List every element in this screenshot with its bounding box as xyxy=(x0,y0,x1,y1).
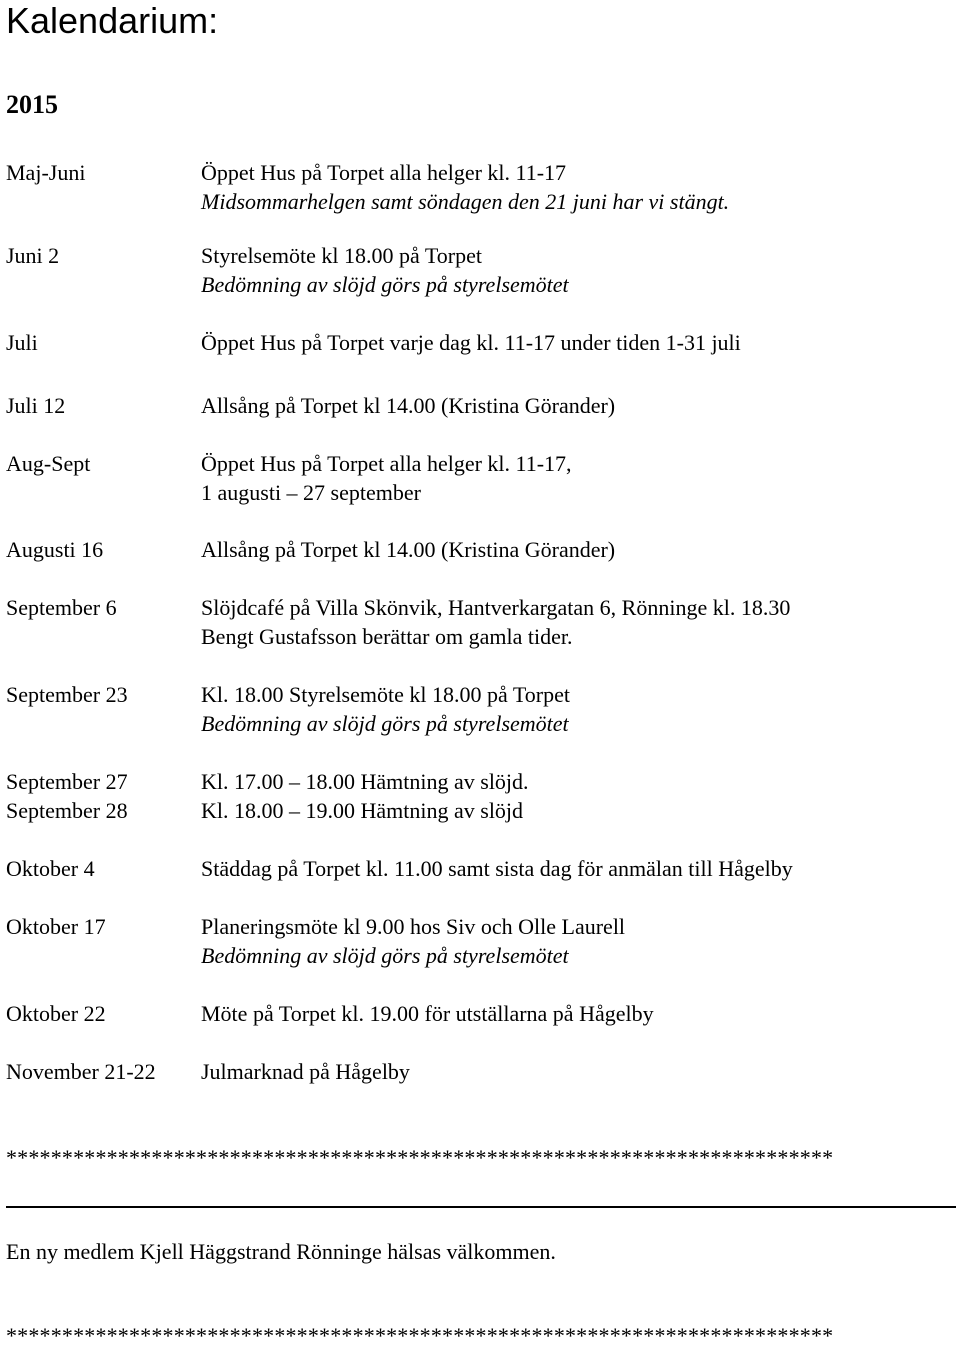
event-date: Maj-Juni xyxy=(6,160,86,185)
welcome-message: En ny medlem Kjell Häggstrand Rönninge hälsas välkommen. xyxy=(6,1239,556,1264)
separator-stars: ************************************************************************** xyxy=(6,1145,834,1170)
event-description: Planeringsmöte kl 9.00 hos Siv och Olle Laurell xyxy=(201,914,626,939)
event-date: Oktober 4 xyxy=(6,856,95,881)
event-date: Juli 12 xyxy=(6,393,66,418)
year-heading: 2015 xyxy=(6,90,58,119)
event-note: Bedömning av slöjd görs på styrelsemötet xyxy=(201,943,569,968)
event-description: Slöjdcafé på Villa Skönvik, Hantverkargatan 6, Rönninge kl. 18.30 xyxy=(201,595,791,620)
event-description-line-2: 1 augusti – 27 september xyxy=(201,480,421,505)
event-description: Kl. 18.00 Styrelsemöte kl 18.00 på Torpet xyxy=(201,682,570,707)
event-description: Kl. 18.00 – 19.00 Hämtning av slöjd xyxy=(201,798,524,823)
event-date: Juni 2 xyxy=(6,243,60,268)
event-date: September 23 xyxy=(6,682,128,707)
event-description: Städdag på Torpet kl. 11.00 samt sista dag för anmälan till Hågelby xyxy=(201,856,793,881)
event-description: Allsång på Torpet kl 14.00 (Kristina Görander) xyxy=(201,537,616,562)
event-description: Julmarknad på Hågelby xyxy=(201,1059,410,1084)
event-note: Bedömning av slöjd görs på styrelsemötet xyxy=(201,272,569,297)
event-date: September 27 xyxy=(6,769,128,794)
event-description: Möte på Torpet kl. 19.00 för utställarna på Hågelby xyxy=(201,1001,654,1026)
event-description: Allsång på Torpet kl 14.00 (Kristina Görander) xyxy=(201,393,616,418)
divider-line xyxy=(6,1206,956,1208)
event-description: Öppet Hus på Torpet alla helger kl. 11-17 xyxy=(201,160,567,185)
event-date: Oktober 22 xyxy=(6,1001,106,1026)
event-note: Bedömning av slöjd görs på styrelsemötet xyxy=(201,711,569,736)
event-date: Augusti 16 xyxy=(6,537,104,562)
event-description: Öppet Hus på Torpet varje dag kl. 11-17 under tiden 1-31 juli xyxy=(201,330,741,355)
event-date: Oktober 17 xyxy=(6,914,106,939)
event-note: Midsommarhelgen samt söndagen den 21 juni har vi stängt. xyxy=(201,189,730,214)
event-date: November 21-22 xyxy=(6,1059,156,1084)
event-date: Aug-Sept xyxy=(6,451,91,476)
event-date: September 6 xyxy=(6,595,117,620)
event-description: Öppet Hus på Torpet alla helger kl. 11-17, xyxy=(201,451,572,476)
event-description-line-2: Bengt Gustafsson berättar om gamla tider. xyxy=(201,624,573,649)
page-title: Kalendarium: xyxy=(6,0,219,41)
event-date: Juli xyxy=(6,330,38,355)
event-description: Styrelsemöte kl 18.00 på Torpet xyxy=(201,243,482,268)
event-date: September 28 xyxy=(6,798,128,823)
separator-stars-bottom: ************************************************************************** xyxy=(6,1323,834,1348)
event-description: Kl. 17.00 – 18.00 Hämtning av slöjd. xyxy=(201,769,529,794)
